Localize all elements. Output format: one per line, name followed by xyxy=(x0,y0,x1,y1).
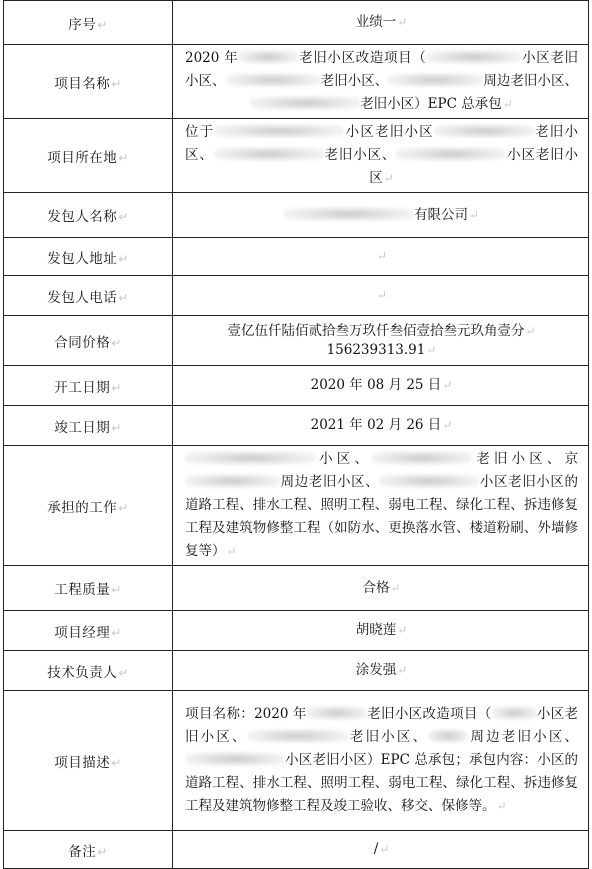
table-row xyxy=(4,238,589,276)
performance-table xyxy=(3,0,589,869)
table-row xyxy=(4,193,589,238)
table-row xyxy=(4,276,589,316)
table-row xyxy=(4,119,589,193)
row-value-employer-name: 有限公司↵ xyxy=(173,193,589,238)
table-row xyxy=(4,366,589,406)
table-row xyxy=(4,691,589,831)
row-label-employer-address: 发包人地址↵ xyxy=(4,238,173,276)
row-value-project-manager: 胡晓莲↵ xyxy=(173,611,589,651)
row-value-quality: 合格↵ xyxy=(173,566,589,611)
row-value-project-name: 2020 年 老旧小区改造项目（ 小区老旧小区、 老旧小区、 周边老旧小区、老旧小区）EPC 总承包↵ xyxy=(173,45,589,119)
row-label-remarks: 备注↵ xyxy=(4,831,173,869)
row-label-work-undertaken: 承担的工作↵ xyxy=(4,446,173,566)
row-label-technical-lead: 技术负责人↵ xyxy=(4,651,173,691)
table-row xyxy=(4,406,589,446)
table-row xyxy=(4,566,589,611)
row-label-project-name: 项目名称↵ xyxy=(4,45,173,119)
row-value-work-undertaken: 小区、 老旧小区、京周边老旧小区、 小区老旧小区的道路工程、排水工程、照明工程、弱电工程、绿化工程、拆违修复工程及建筑物修整工程（如防水、更换落水管、楼道粉刷、外墙修复等）↵ xyxy=(173,446,589,566)
row-value-start-date: 2020 年 08 月 25 日↵ xyxy=(173,366,589,406)
table-row xyxy=(4,831,589,869)
table-row xyxy=(4,446,589,566)
row-label-project-description: 项目描述↵ xyxy=(4,691,173,831)
row-value-completion-date: 2021 年 02 月 26 日↵ xyxy=(173,406,589,446)
row-value-employer-address: ↵ xyxy=(173,238,589,276)
table-row xyxy=(4,651,589,691)
row-label-quality: 工程质量↵ xyxy=(4,566,173,611)
row-value-employer-phone: ↵ xyxy=(173,276,589,316)
table-row xyxy=(4,45,589,119)
table-row xyxy=(4,316,589,366)
row-value-contract-price: 壹亿伍仟陆佰贰拾叁万玖仟叁佰壹拾叁元玖角壹分↵ 156239313.91↵ xyxy=(173,316,589,366)
table-row xyxy=(4,1,589,45)
row-value-remarks: /↵ xyxy=(173,831,589,869)
row-label-project-manager: 项目经理↵ xyxy=(4,611,173,651)
row-value-project-description: 项目名称：2020 年 老旧小区改造项目（ 小区老旧小区、 老旧小区、 周边老旧小区、小区老旧小区）EPC 总承包；承包内容：小区的道路工程、排水工程、照明工程、弱电工程、绿化工程、拆违修复工程及建筑物修整工程及竣工验收、移交、保修等。↵ xyxy=(173,691,589,831)
row-label-contract-price: 合同价格↵ xyxy=(4,316,173,366)
row-label-start-date: 开工日期↵ xyxy=(4,366,173,406)
row-value-location: 位于 小区老旧小区 老旧小区、 老旧小区、 小区老旧小区↵ xyxy=(173,119,589,193)
table-row xyxy=(4,611,589,651)
row-label-completion-date: 竣工日期↵ xyxy=(4,406,173,446)
row-value-serial: 业绩一↵ xyxy=(173,1,589,45)
row-label-location: 项目所在地↵ xyxy=(4,119,173,193)
row-label-employer-phone: 发包人电话↵ xyxy=(4,276,173,316)
row-label-serial: 序号↵ xyxy=(4,1,173,45)
row-value-technical-lead: 涂发强↵ xyxy=(173,651,589,691)
row-label-employer-name: 发包人名称↵ xyxy=(4,193,173,238)
